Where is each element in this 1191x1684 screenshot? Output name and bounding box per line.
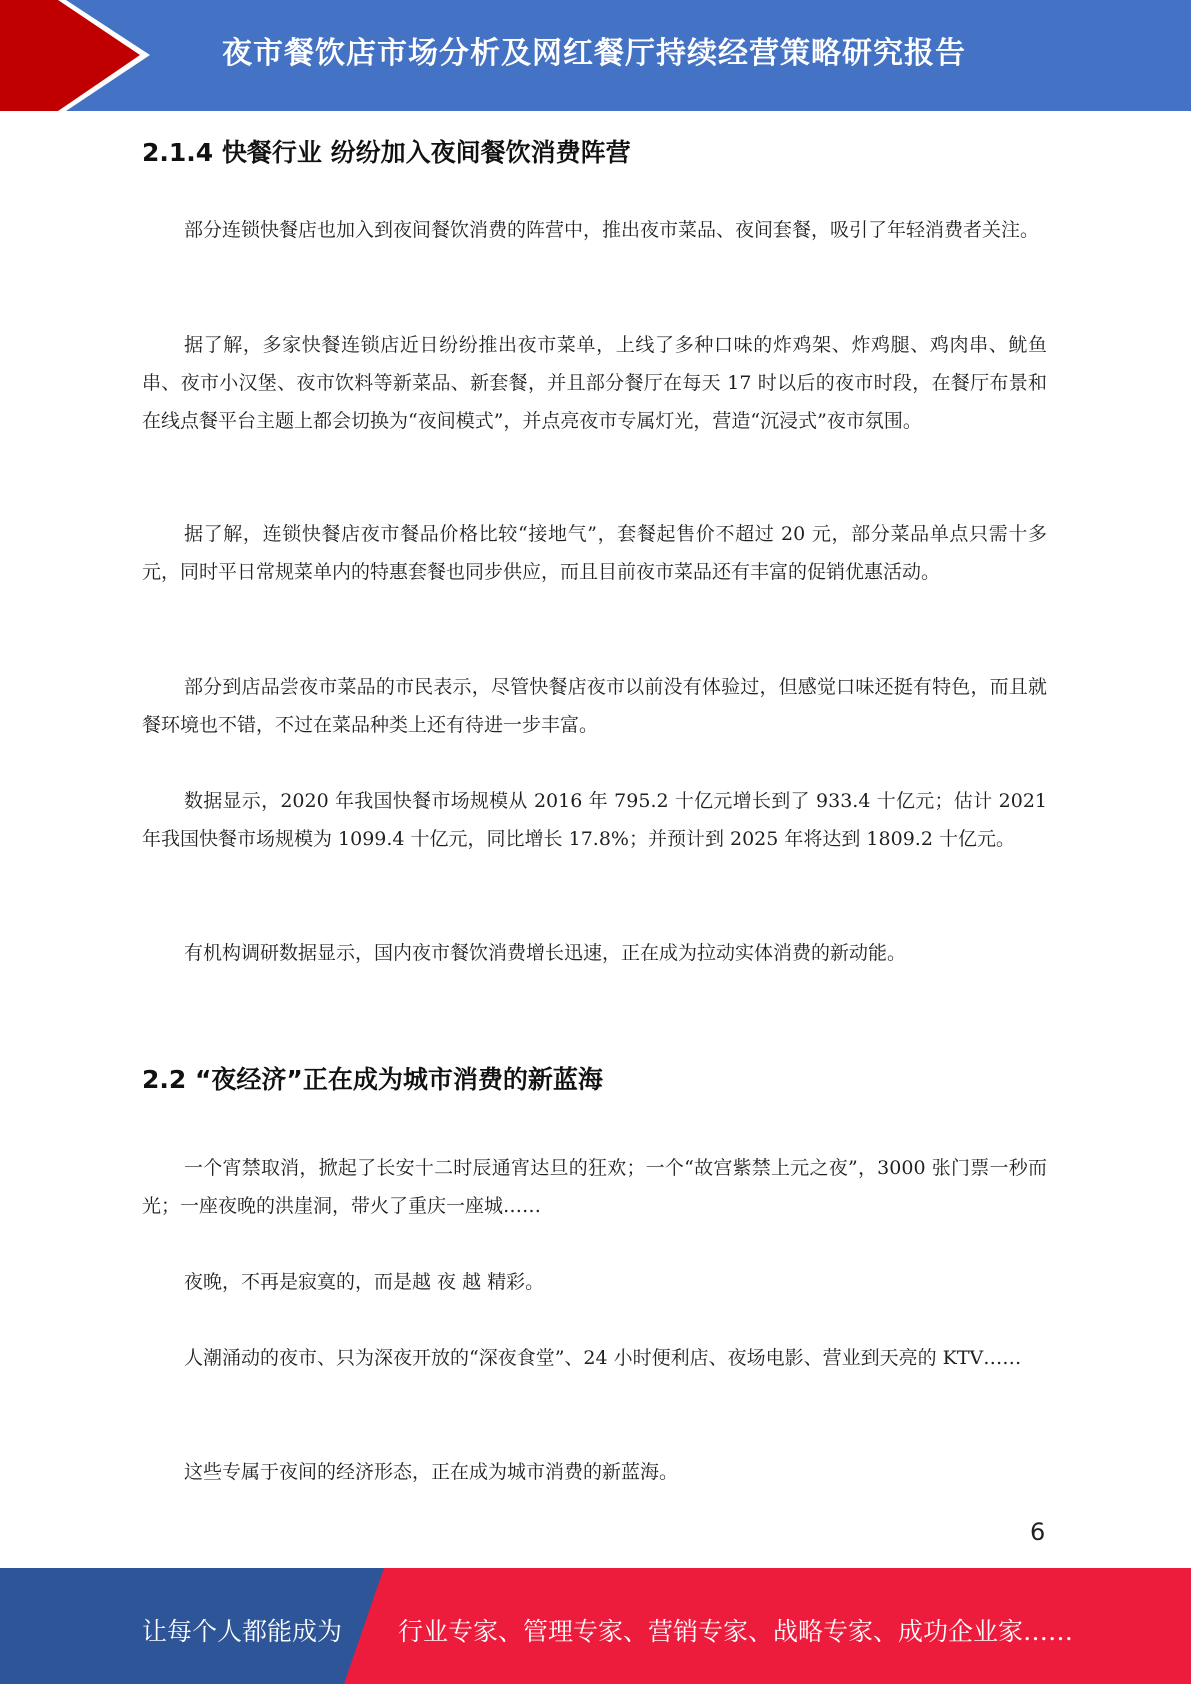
paragraph: 人潮涌动的夜市、只为深夜开放的“深夜食堂”、24 小时便利店、夜场电影、营业到天亮的 KTV…… (184, 1347, 1022, 1369)
footer-slogan-left: 让每个人都能成为 (142, 1617, 343, 1646)
header-title: 夜市餐饮店市场分析及网红餐厅持续经营策略研究报告 (222, 36, 966, 71)
page-footer (0, 1568, 1191, 1684)
paragraph: 夜晚，不再是寂寞的，而是越 夜 越 精彩。 (184, 1271, 545, 1293)
paragraph: 部分连锁快餐店也加入到夜间餐饮消费的阵营中，推出夜市菜品、夜间套餐，吸引了年轻消费者关注。 (184, 219, 1040, 241)
paragraph: 数据显示，2020 年我国快餐市场规模从 2016 年 795.2 十亿元增长到了 933.4 十亿元；估计 2021 年我国快餐市场规模为 1099.4 十亿元，同比增长 17.8%；并预计到 2025 年将达到 1809.2 十亿元。 (142, 790, 1047, 850)
paragraph: 有机构调研数据显示，国内夜市餐饮消费增长迅速，正在成为拉动实体消费的新动能。 (184, 942, 907, 964)
page-number: 6 (1030, 1518, 1046, 1546)
footer-slogan-right: 行业专家、管理专家、营销专家、战略专家、成功企业家…… (398, 1617, 1074, 1646)
paragraph: 据了解，连锁快餐店夜市餐品价格比较“接地气”，套餐起售价不超过 20 元，部分菜品单点只需十多元，同时平日常规菜单内的特惠套餐也同步供应，而且目前夜市菜品还有丰富的促销优惠活动。 (142, 523, 1047, 583)
paragraph: 这些专属于夜间的经济形态，正在成为城市消费的新蓝海。 (184, 1461, 679, 1483)
paragraph: 据了解，多家快餐连锁店近日纷纷推出夜市菜单，上线了多种口味的炸鸡架、炸鸡腿、鸡肉串、鱿鱼串、夜市小汉堡、夜市饮料等新菜品、新套餐，并且部分餐厅在每天 17 时以后的夜市时段，在餐厅布景和在线点餐平台主题上都会切换为“夜间模式”，并点亮夜市专属灯光，营造“沉浸式”夜市氛围。 (142, 334, 1047, 432)
section-heading-2-1-4: 2.1.4 快餐行业 纷纷加入夜间餐饮消费阵营 (142, 138, 631, 167)
paragraph: 一个宵禁取消，掀起了长安十二时辰通宵达旦的狂欢；一个“故宫紫禁上元之夜”，3000 张门票一秒而光；一座夜晚的洪崖洞，带火了重庆一座城…… (142, 1157, 1047, 1217)
section-heading-2-2: 2.2 “夜经济”正在成为城市消费的新蓝海 (142, 1065, 603, 1094)
page-header (0, 0, 1191, 111)
paragraph: 部分到店品尝夜市菜品的市民表示，尽管快餐店夜市以前没有体验过，但感觉口味还挺有特色，而且就餐环境也不错，不过在菜品种类上还有待进一步丰富。 (142, 676, 1047, 736)
